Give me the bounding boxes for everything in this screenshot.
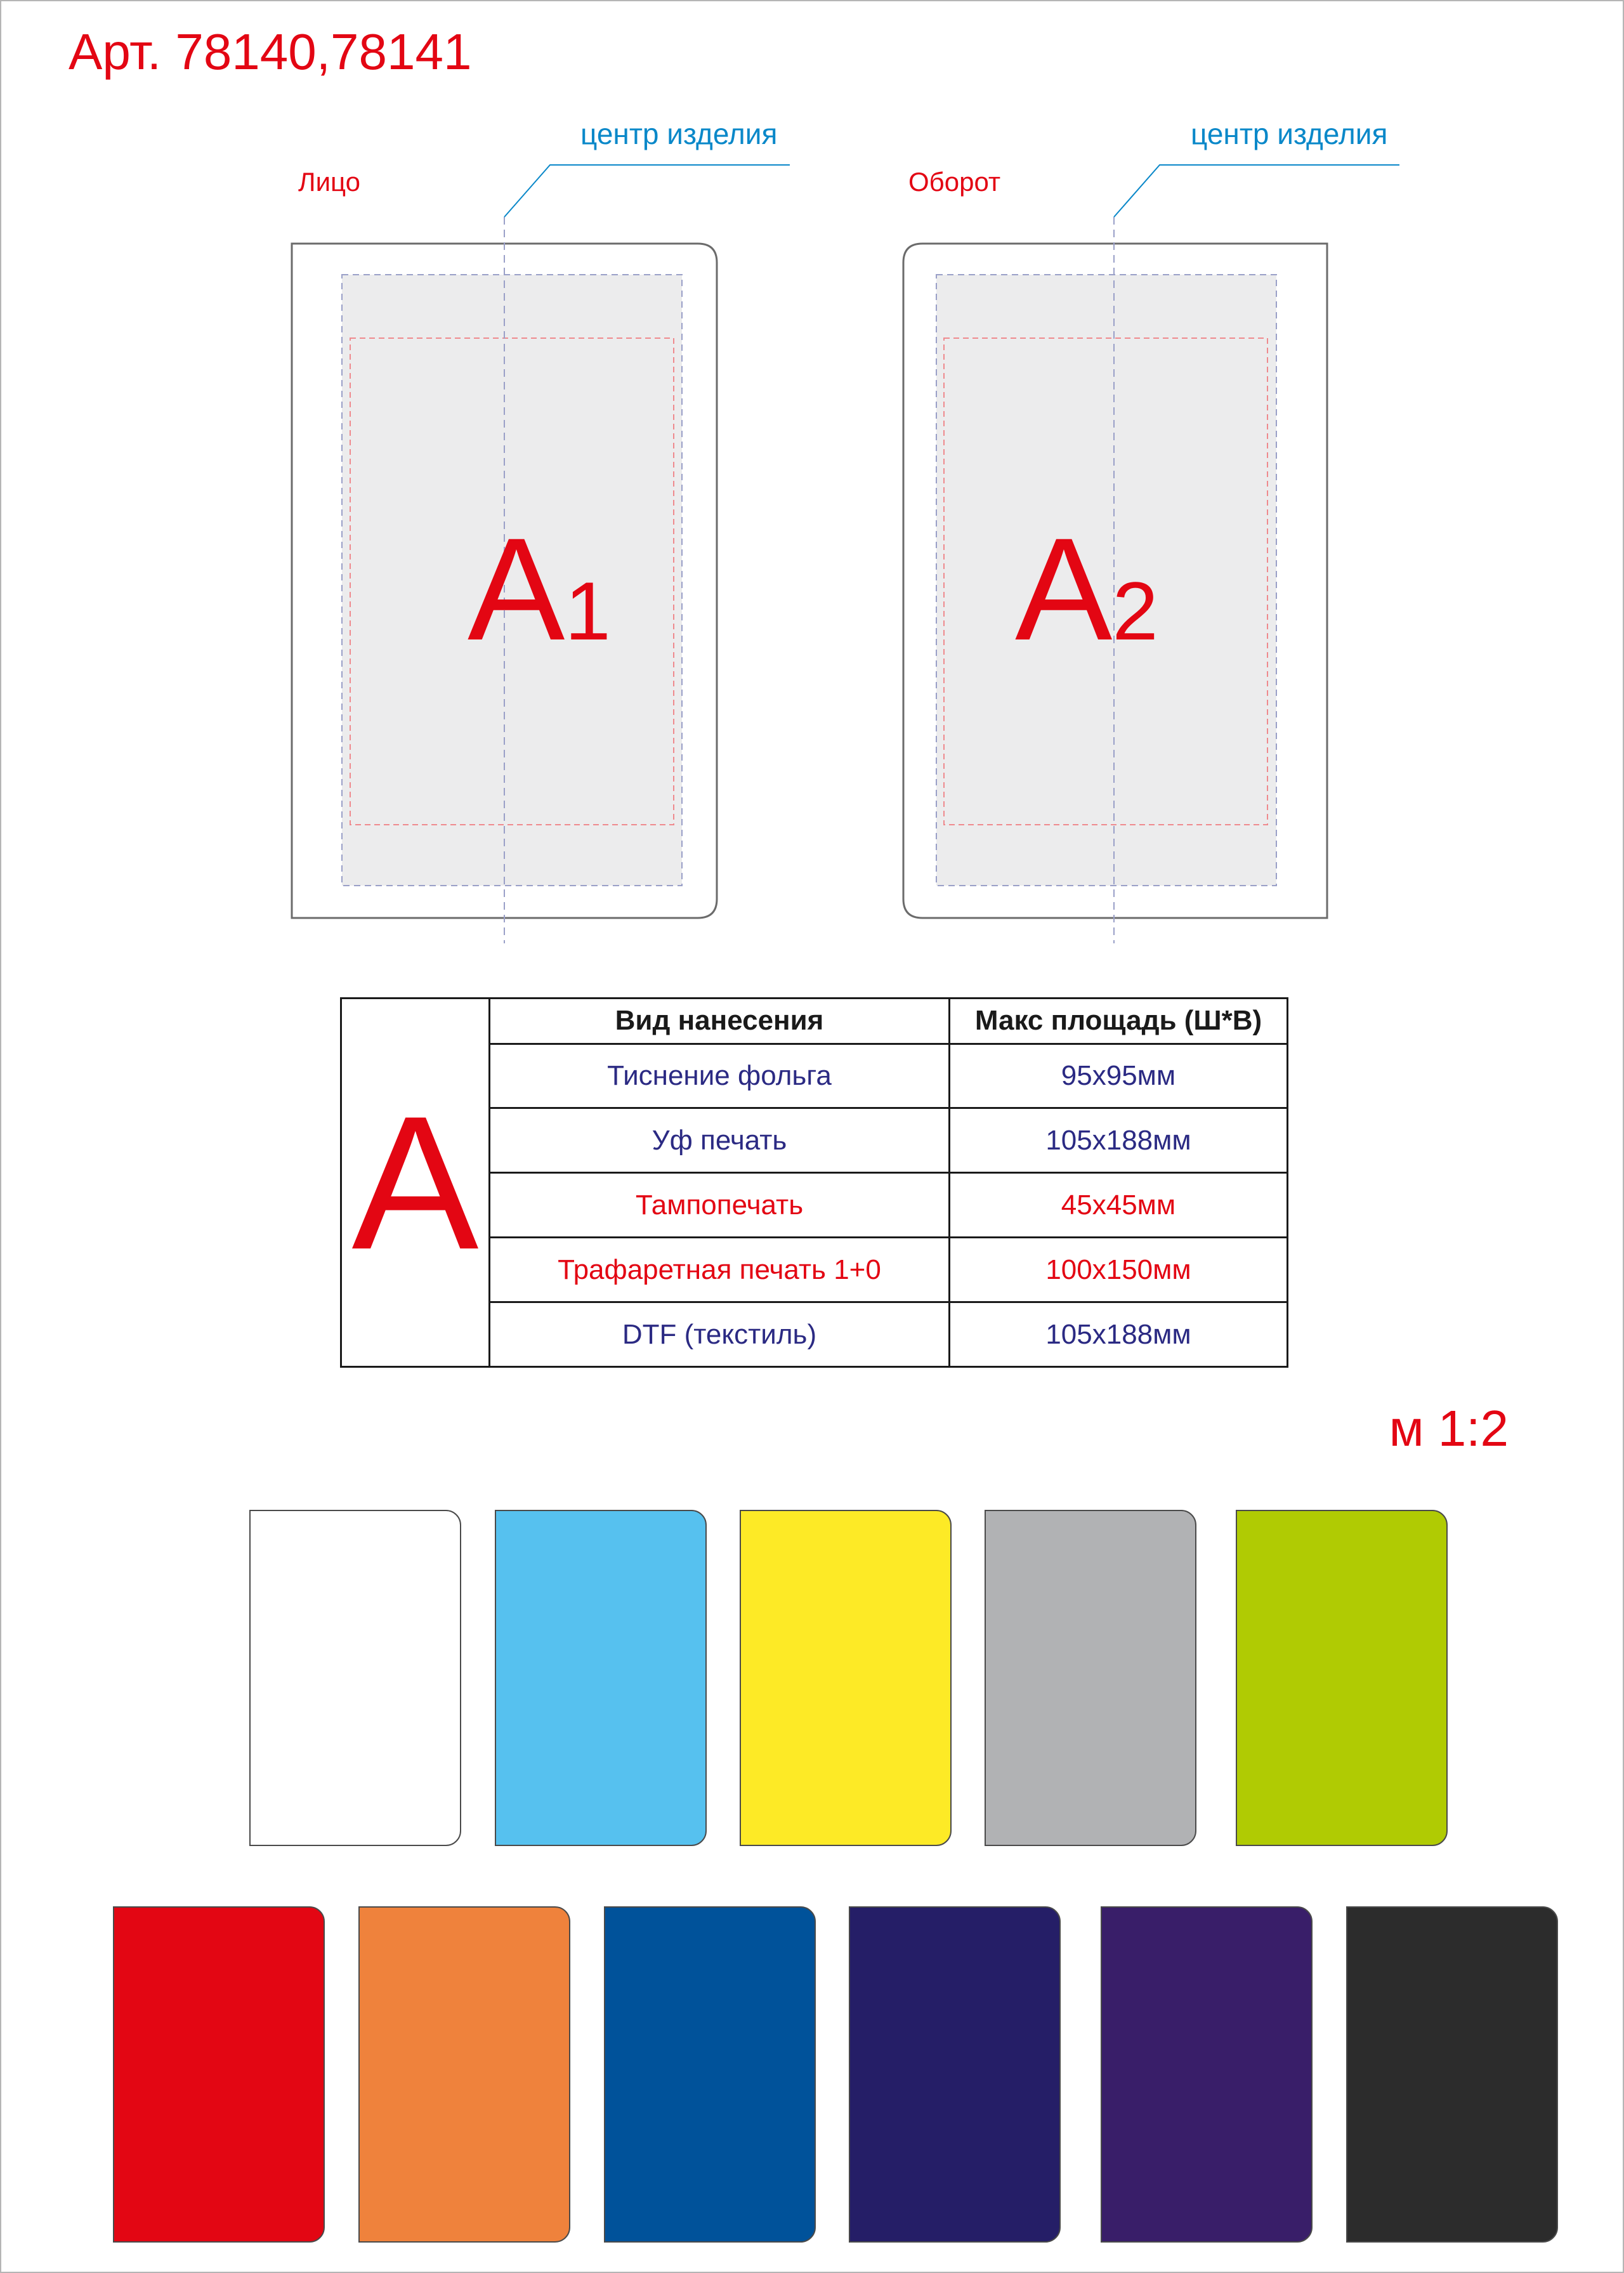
size-cell: 100x150мм [950, 1238, 1288, 1302]
color-swatch [113, 1906, 325, 2243]
front-zone-label: A1 [468, 508, 611, 671]
back-leader-line [1114, 165, 1399, 217]
scale-label: м 1:2 [1389, 1400, 1509, 1457]
method-cell: Тампопечать [490, 1173, 950, 1238]
size-cell: 105x188мм [950, 1302, 1288, 1367]
size-cell: 95x95мм [950, 1044, 1288, 1108]
size-cell: 105x188мм [950, 1108, 1288, 1173]
back-zone-label: A2 [1015, 508, 1158, 671]
method-cell: Тиснение фольга [490, 1044, 950, 1108]
color-swatch [604, 1906, 816, 2243]
front-label: Лицо [298, 167, 360, 197]
article-title: Арт. 78140,78141 [69, 23, 472, 80]
front-leader-line [504, 165, 790, 217]
color-swatch [849, 1906, 1061, 2243]
color-swatch [358, 1906, 570, 2243]
color-swatch [495, 1510, 707, 1846]
color-swatch [1101, 1906, 1313, 2243]
method-cell: Уф печать [490, 1108, 950, 1173]
size-cell: 45x45мм [950, 1173, 1288, 1238]
color-swatch [985, 1510, 1196, 1846]
header-method: Вид нанесения [490, 999, 950, 1044]
back-center-label: центр изделия [1191, 117, 1388, 150]
table-zone-cell: A [341, 999, 490, 1367]
back-label: Оборот [908, 167, 1001, 197]
color-swatch [740, 1510, 952, 1846]
method-cell: DTF (текстиль) [490, 1302, 950, 1367]
color-swatch [1236, 1510, 1448, 1846]
header-size: Макс площадь (Ш*В) [950, 999, 1288, 1044]
color-swatch [1346, 1906, 1558, 2243]
color-swatch [249, 1510, 461, 1846]
application-methods-table [340, 997, 1288, 1368]
front-center-label: центр изделия [580, 117, 778, 150]
table-header-row [341, 999, 1288, 1044]
method-cell: Трафаретная печать 1+0 [490, 1238, 950, 1302]
